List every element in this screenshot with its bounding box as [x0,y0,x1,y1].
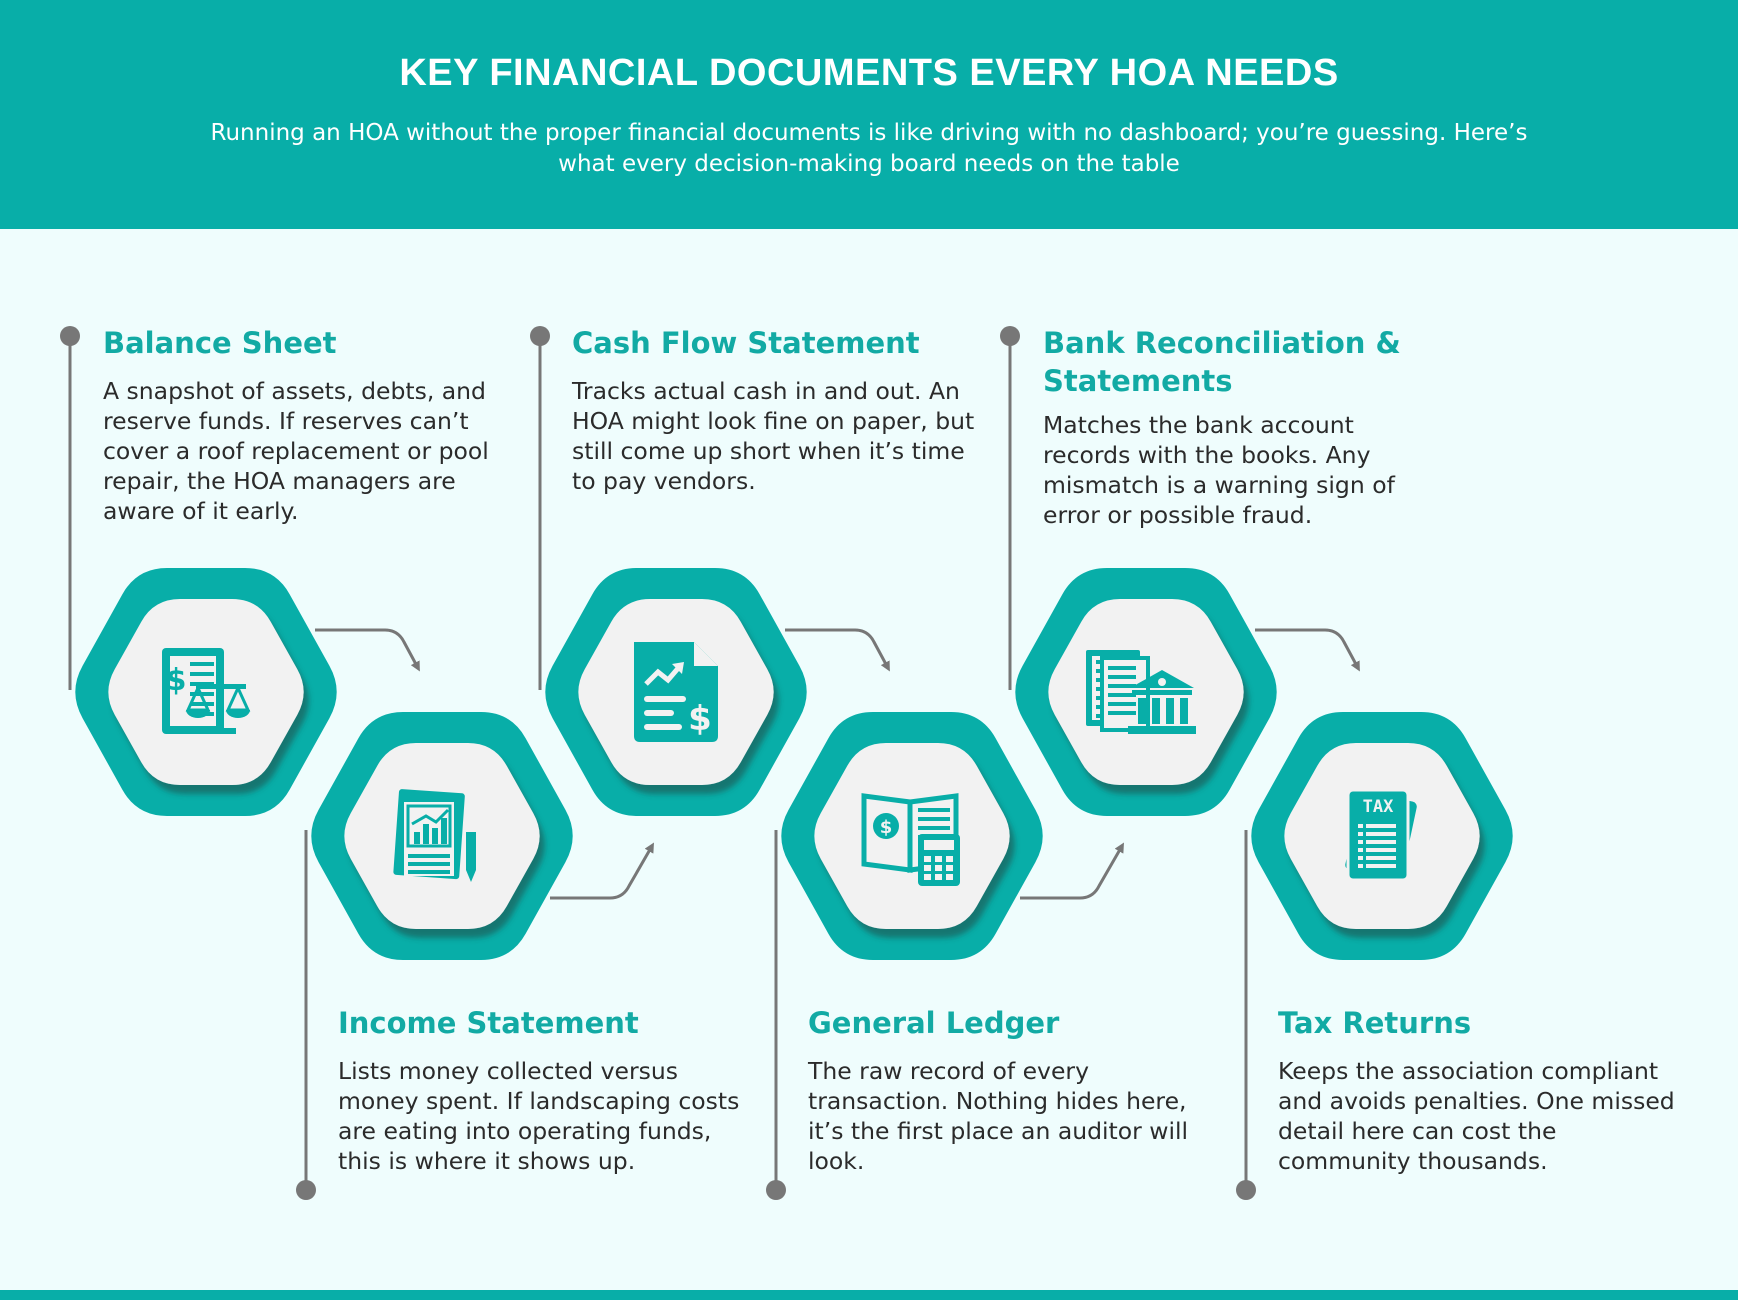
hexagon-tax-document [1251,712,1512,960]
doc-title-income-statement: Income Statement [338,1006,639,1040]
connector-cash-flow [530,326,550,690]
connector-general-ledger [766,830,786,1200]
doc-title-bank-reconciliation: Bank Reconciliation & Statements [1043,326,1401,398]
hexagon-bar-chart-report [311,712,572,960]
svg-text:$: $ [165,663,187,698]
tax-document-icon [1344,790,1417,881]
arrow-down-1 [315,630,418,668]
doc-desc-income-statement: Lists money collected versus money spent. If landscaping costs are eating into operating funds, this is where it shows up. [338,1057,740,1175]
connector-tax-returns [1236,830,1256,1200]
connector-income-statement [296,830,316,1200]
page-subtitle: Running an HOA without the proper financial documents is like driving with no dashboard; you’re guessing. Here’s what every decision-making board needs on the table [210,120,1528,177]
doc-desc-bank-reconciliation: Matches the bank account records with the books. Any mismatch is a warning sign of error or possible fraud. [1043,411,1395,529]
svg-text:$: $ [688,699,712,739]
arrow-down-2 [785,630,888,668]
doc-title-general-ledger: General Ledger [808,1006,1060,1040]
hexagon-bank-statement [1015,568,1276,816]
svg-text:$: $ [879,817,893,838]
hexagon-ledger-calculator [781,712,1042,960]
page-title: KEY FINANCIAL DOCUMENTS EVERY HOA NEEDS [399,52,1339,94]
doc-title-cash-flow: Cash Flow Statement [572,326,920,360]
footer-bar [0,1290,1738,1300]
doc-title-balance-sheet: Balance Sheet [103,326,337,360]
connector-balance-sheet [60,326,80,690]
doc-desc-general-ledger: The raw record of every transaction. Nothing hides here, it’s the first place an auditor will look. [808,1057,1189,1175]
doc-desc-tax-returns: Keeps the association compliant and avoids penalties. One missed detail here can cost the community thousands. [1278,1057,1675,1175]
hexagon-layer [75,568,1512,960]
connector-bank-reconciliation [1000,326,1020,690]
cash-flow-document-icon [634,642,718,742]
doc-title-tax-returns: Tax Returns [1278,1006,1472,1040]
arrow-down-3 [1255,630,1358,668]
hexagon-balance-scale-document [75,568,336,816]
svg-text:TAX: TAX [1362,797,1394,817]
doc-desc-cash-flow: Tracks actual cash in and out. An HOA might look fine on paper, but still come up short when it’s time to pay vendors. [572,377,975,495]
hexagon-cash-flow-document [545,568,806,816]
doc-desc-balance-sheet: A snapshot of assets, debts, and reserve funds. If reserves can’t cover a roof replacement or pool repair, the HOA managers are aware of it early. [103,377,489,525]
